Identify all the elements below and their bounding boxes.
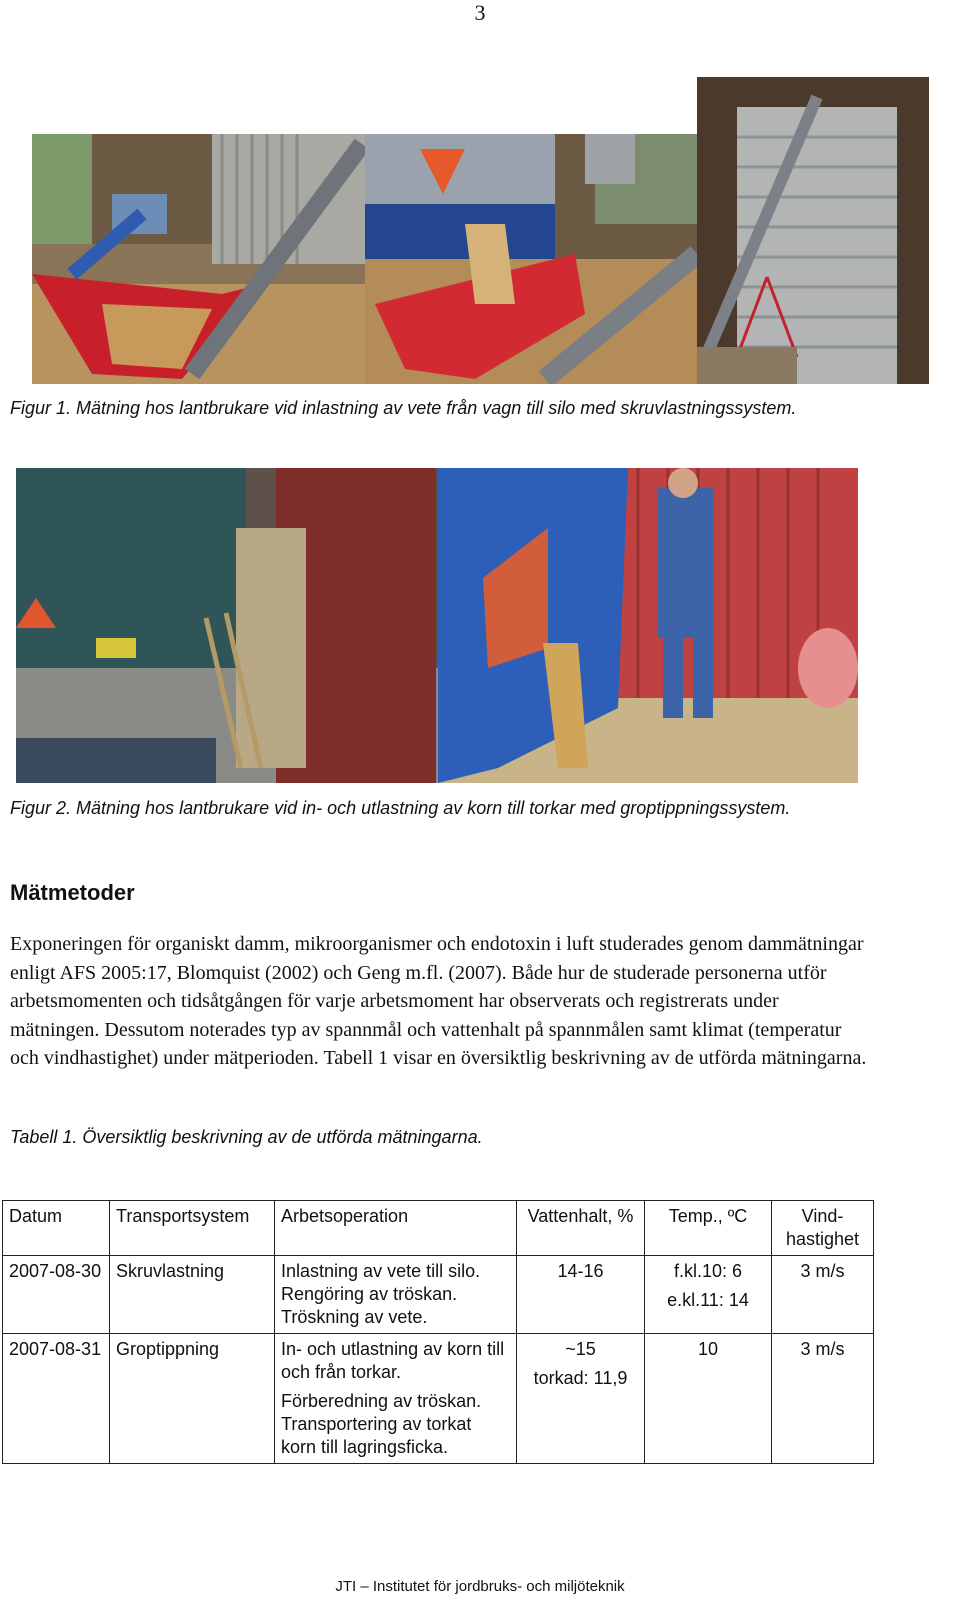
header-transportsystem: Transportsystem [110,1201,275,1256]
cell-temp [645,1256,772,1334]
section-paragraph: Exponeringen för organiskt damm, mikroorganismer och endotoxin i luft studerades genom dammätningar enligt AFS 2005:17, Blomquist (2002) och Geng m.fl. (2007). Både hur de studerade personerna utför arbetsmomenten och tidsåtgången för varje arbetsmoment har observerats och registrerats under mätningen. Dessutom noterades typ av spannmål och vattenhalt på spannmålen samt klimat (temperatur och vindhastighet) under mätperioden. Tabell 1 visar en översiktlig beskrivning av de utförda mätningarna. [10,933,867,1069]
section-heading: Mätmetoder [10,880,135,905]
figure1-photo-grain-silo [697,77,929,384]
table-row [3,1334,874,1464]
table-row [3,1256,874,1334]
vattenhalt-value: ~15 [565,1339,596,1359]
measurement-table [2,1200,874,1464]
operation-text: Förberedning av tröskan. Transportering av torkat korn till lagringsficka. [281,1391,482,1457]
table-header-row [3,1201,874,1256]
page-footer: JTI – Institutet för jordbruks- och miljöteknik [335,1578,625,1595]
figure1-photo-trailer-unloading [365,134,697,384]
figure1-photo-auger-hopper [32,134,366,384]
operation-text: In- och utlastning av korn till och från torkar. [281,1339,505,1382]
operation-text: Inlastning av vete till silo. Rengöring av tröskan. Tröskning av vete. [281,1261,481,1327]
figure2-photo-farmer-pit [438,468,858,783]
cell-operation [275,1256,517,1334]
cell-operation [275,1334,517,1464]
table-caption: Tabell 1. Översiktlig beskrivning av de utförda mätningarna. [10,1127,483,1147]
cell-vattenhalt [517,1334,645,1464]
vattenhalt-value: torkad: 11,9 [533,1368,628,1388]
temp-value: e.kl.11: 14 [667,1290,749,1310]
header-temp: Temp., ºC [645,1201,772,1256]
header-vindhastighet: Vind-hastighet [772,1201,874,1256]
figure2-caption: Figur 2. Mätning hos lantbrukare vid in- och utlastning av korn till torkar med groptippningssystem. [10,798,791,818]
cell-vind: 3 m/s [772,1256,874,1334]
temp-value: 10 [697,1339,719,1359]
figure2-photo-barn-trailer [16,468,438,783]
header-vattenhalt: Vattenhalt, % [517,1201,645,1256]
cell-temp [645,1334,772,1464]
figure1-caption: Figur 1. Mätning hos lantbrukare vid inlastning av vete från vagn till silo med skruvlastningssystem. [10,398,797,418]
temp-value: f.kl.10: 6 [673,1261,743,1281]
cell-transport: Groptippning [110,1334,275,1464]
page-number: 3 [474,0,486,25]
cell-transport: Skruvlastning [110,1256,275,1334]
cell-datum: 2007-08-31 [3,1334,110,1464]
cell-datum: 2007-08-30 [3,1256,110,1334]
header-arbetsoperation: Arbetsoperation [275,1201,517,1256]
header-datum: Datum [3,1201,110,1256]
cell-vattenhalt [517,1256,645,1334]
vattenhalt-value: 14-16 [557,1261,604,1281]
cell-vind: 3 m/s [772,1334,874,1464]
